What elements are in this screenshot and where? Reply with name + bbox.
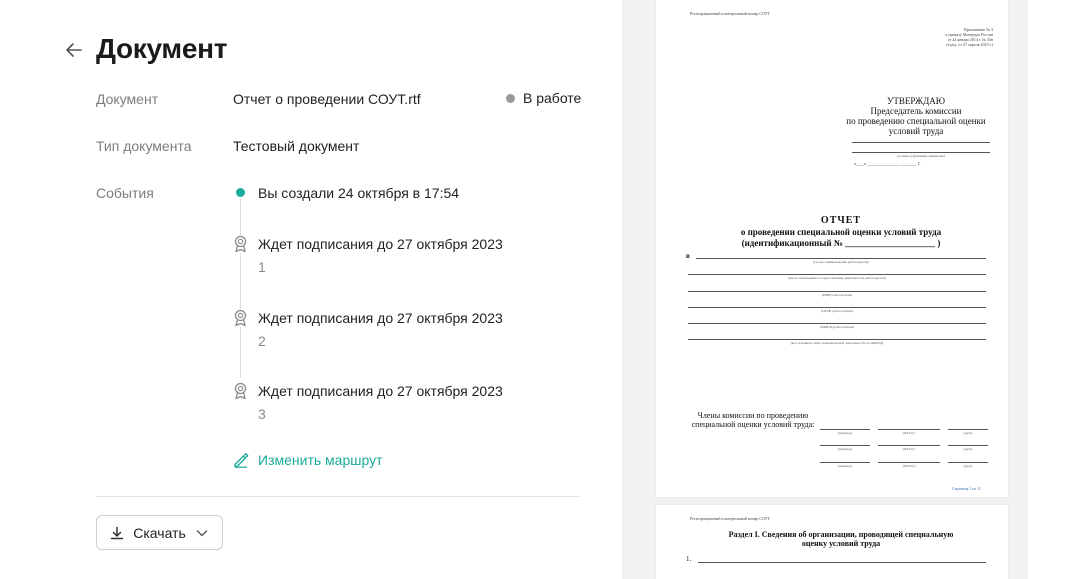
form-line (688, 291, 986, 292)
form-line (696, 258, 986, 259)
sign-line (820, 462, 870, 463)
appendix-line: от 24 января 2014 г. № 33н (947, 37, 993, 42)
page-title: Документ (96, 33, 228, 64)
award-icon (233, 382, 248, 400)
report-title: ОТЧЕТ (820, 215, 862, 226)
edit-route-label: Изменить маршрут (258, 452, 383, 468)
signature-line (852, 142, 990, 143)
sign-caption: (дата) (963, 464, 973, 468)
event-step-1: 1 (258, 259, 266, 275)
sign-caption: (подпись) (837, 464, 853, 468)
sign-line (820, 429, 870, 430)
in-label: в (686, 252, 690, 260)
status-badge (506, 90, 581, 106)
type-label: Тип документа (96, 138, 192, 154)
document-filename[interactable]: Отчет о проведении СОУТ.rtf (233, 91, 421, 107)
appendix-line: к приказу Минтруда России (945, 32, 993, 37)
approve-line: по проведению специальной оценки (846, 116, 986, 126)
event-step-2: 2 (258, 333, 266, 349)
form-caption: (полное наименование работодателя) (813, 260, 869, 264)
event-created: Вы создали 24 октября в 17:54 (258, 185, 460, 201)
preview-page-1 (656, 0, 1008, 497)
report-subtitle: (идентификационный № ____________________ ) (741, 238, 941, 248)
timeline-line (240, 198, 241, 378)
item-number: 1. (686, 555, 692, 563)
form-caption: (ОКВЭД работодателя) (819, 325, 855, 329)
date-line: «___» _____________ ______ г. (854, 162, 921, 167)
form-line (688, 339, 986, 340)
status-text: В работе (523, 90, 582, 106)
form-line (698, 562, 986, 563)
event-signing-3: Ждет подписания до 27 октября 2023 (258, 383, 503, 399)
form-caption: (место нахождения и осуществления деятельности работодателя) (788, 276, 886, 280)
form-line (688, 274, 986, 275)
section-title: Раздел I. Сведения об организации, проводящей специальную (728, 530, 954, 539)
sign-line (948, 445, 988, 446)
events-label: События (96, 185, 154, 201)
sign-line (878, 462, 940, 463)
event-step-3: 3 (258, 406, 266, 422)
document-type-value: Тестовый документ (233, 138, 360, 154)
registration-number-text: Регистрационный и контрольный номер СОУТ (690, 516, 770, 521)
form-line (688, 323, 986, 324)
award-icon (233, 235, 248, 253)
award-icon (233, 309, 248, 327)
page-number: Страница 1 из 11 (952, 486, 981, 491)
signature-caption: (подпись) (фамилия, инициалы) (897, 154, 945, 158)
event-signing-1: Ждет подписания до 27 октября 2023 (258, 236, 503, 252)
sign-line (878, 429, 940, 430)
sign-caption: (дата) (963, 447, 973, 451)
form-line (688, 307, 986, 308)
sign-line (948, 429, 988, 430)
sign-caption: (Ф.И.О.) (902, 431, 916, 435)
section-title: оценку условий труда (801, 539, 881, 548)
approve-heading: УТВЕРЖДАЮ (886, 96, 945, 106)
members-text: специальной оценки условий труда: (691, 420, 815, 429)
form-caption: (ОГРН работодателя) (821, 309, 853, 313)
approve-line: условий труда (888, 126, 944, 136)
appendix-line: (в ред. от 27 апреля 2023 г.) (946, 42, 993, 47)
divider (96, 496, 580, 497)
sign-caption: (дата) (963, 431, 973, 435)
preview-page-2 (656, 505, 1008, 579)
form-caption: (ИНН работодателя) (821, 293, 853, 297)
status-dot-icon (506, 94, 515, 103)
event-signing-2: Ждет подписания до 27 октября 2023 (258, 310, 503, 326)
registration-number-text: Регистрационный и контрольный номер СОУТ (690, 11, 770, 16)
sign-caption: (подпись) (837, 431, 853, 435)
document-preview[interactable] (622, 0, 1028, 579)
back-arrow-icon[interactable] (62, 38, 86, 62)
sign-line (878, 445, 940, 446)
members-text: Члены комиссии по проведению (697, 411, 809, 420)
created-dot-icon (236, 188, 245, 197)
form-caption: (код основного вида экономической деятельности по ОКВЭД) (790, 341, 884, 345)
chevron-down-icon (195, 526, 209, 540)
approve-line: Председатель комиссии (870, 106, 962, 116)
pencil-icon (233, 452, 249, 468)
sign-line (948, 462, 988, 463)
download-button[interactable] (96, 515, 223, 550)
right-margin (1028, 0, 1080, 579)
sign-caption: (подпись) (837, 447, 853, 451)
sign-caption: (Ф.И.О.) (902, 464, 916, 468)
signature-line (852, 152, 990, 153)
edit-route-button[interactable] (233, 452, 383, 468)
document-label: Документ (96, 91, 159, 107)
appendix-line: Приложение № 3 (963, 27, 993, 32)
download-label: Скачать (133, 524, 186, 541)
download-icon (110, 526, 124, 540)
sign-line (820, 445, 870, 446)
sign-caption: (Ф.И.О.) (902, 447, 916, 451)
report-subtitle: о проведении специальной оценки условий труда (740, 227, 942, 237)
